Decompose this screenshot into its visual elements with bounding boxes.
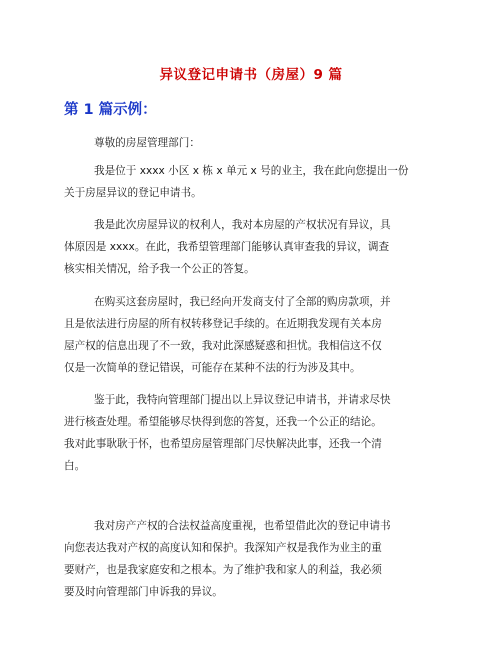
paragraph-1 [64,160,440,204]
paragraph-2 [64,214,440,280]
paragraph-line: 我是此次房屋异议的权利人，我对本房屋的产权状况有异议，具 [94,219,391,231]
paragraph-5 [64,515,440,603]
paragraph-line: 屋产权的信息出现了不一致，我对此深感疑惑和担忧。我相信这不仅 [64,340,382,352]
paragraph-4 [64,389,440,477]
paragraph-line: 要财产，也是我家庭安和之根本。为了维护我和家人的利益，我必须 [64,564,382,576]
paragraph-3 [64,291,440,379]
salutation-line: 尊敬的房屋管理部门： [94,137,200,149]
paragraph-line: 向您表达我对产权的高度认知和保护。我深知产权是我作为业主的重 [64,542,382,554]
paragraph-line: 我对此事耿耿于怀，也希望房屋管理部门尽快解决此事，还我一个清 [64,438,382,450]
paragraph-line: 我对房产产权的合法权益高度重视，也希望借此次的登记申请书 [94,520,391,532]
section-heading: 第 1 篇示例： [64,102,157,118]
paragraph-line: 要及时向管理部门申诉我的异议。 [64,586,223,598]
paragraph-line: 白。 [64,460,86,472]
paragraph-line: 进行核查处理。希望能够尽快得到您的答复，还我一个公正的结论。 [64,416,382,428]
paragraph-line: 鉴于此，我特向管理部门提出以上异议登记申请书，并请求尽快 [94,394,391,406]
paragraph-line: 在购买这套房屋时，我已经向开发商支付了全部的购房款项，并 [94,296,391,308]
salutation [64,132,440,154]
paragraph-line: 我是位于 xxxx 小区 x 栋 x 单元 x 号的业主，我在此向您提出一份 [94,165,409,177]
paragraph-line: 仅是一次简单的登记错误，可能存在某种不法的行为涉及其中。 [64,362,361,374]
document-title: 异议登记申请书（房屋）9 篇 [159,67,343,83]
paragraph-line: 且是依法进行房屋的所有权转移登记手续的。在近期我发现有关本房 [64,318,382,330]
paragraph-line: 体原因是 xxxx。在此，我希望管理部门能够认真审查我的异议，调查 [64,241,390,253]
paragraph-line: 核实相关情况，给予我一个公正的答复。 [64,263,255,275]
paragraph-line: 关于房屋异议的登记申请书。 [64,187,202,199]
